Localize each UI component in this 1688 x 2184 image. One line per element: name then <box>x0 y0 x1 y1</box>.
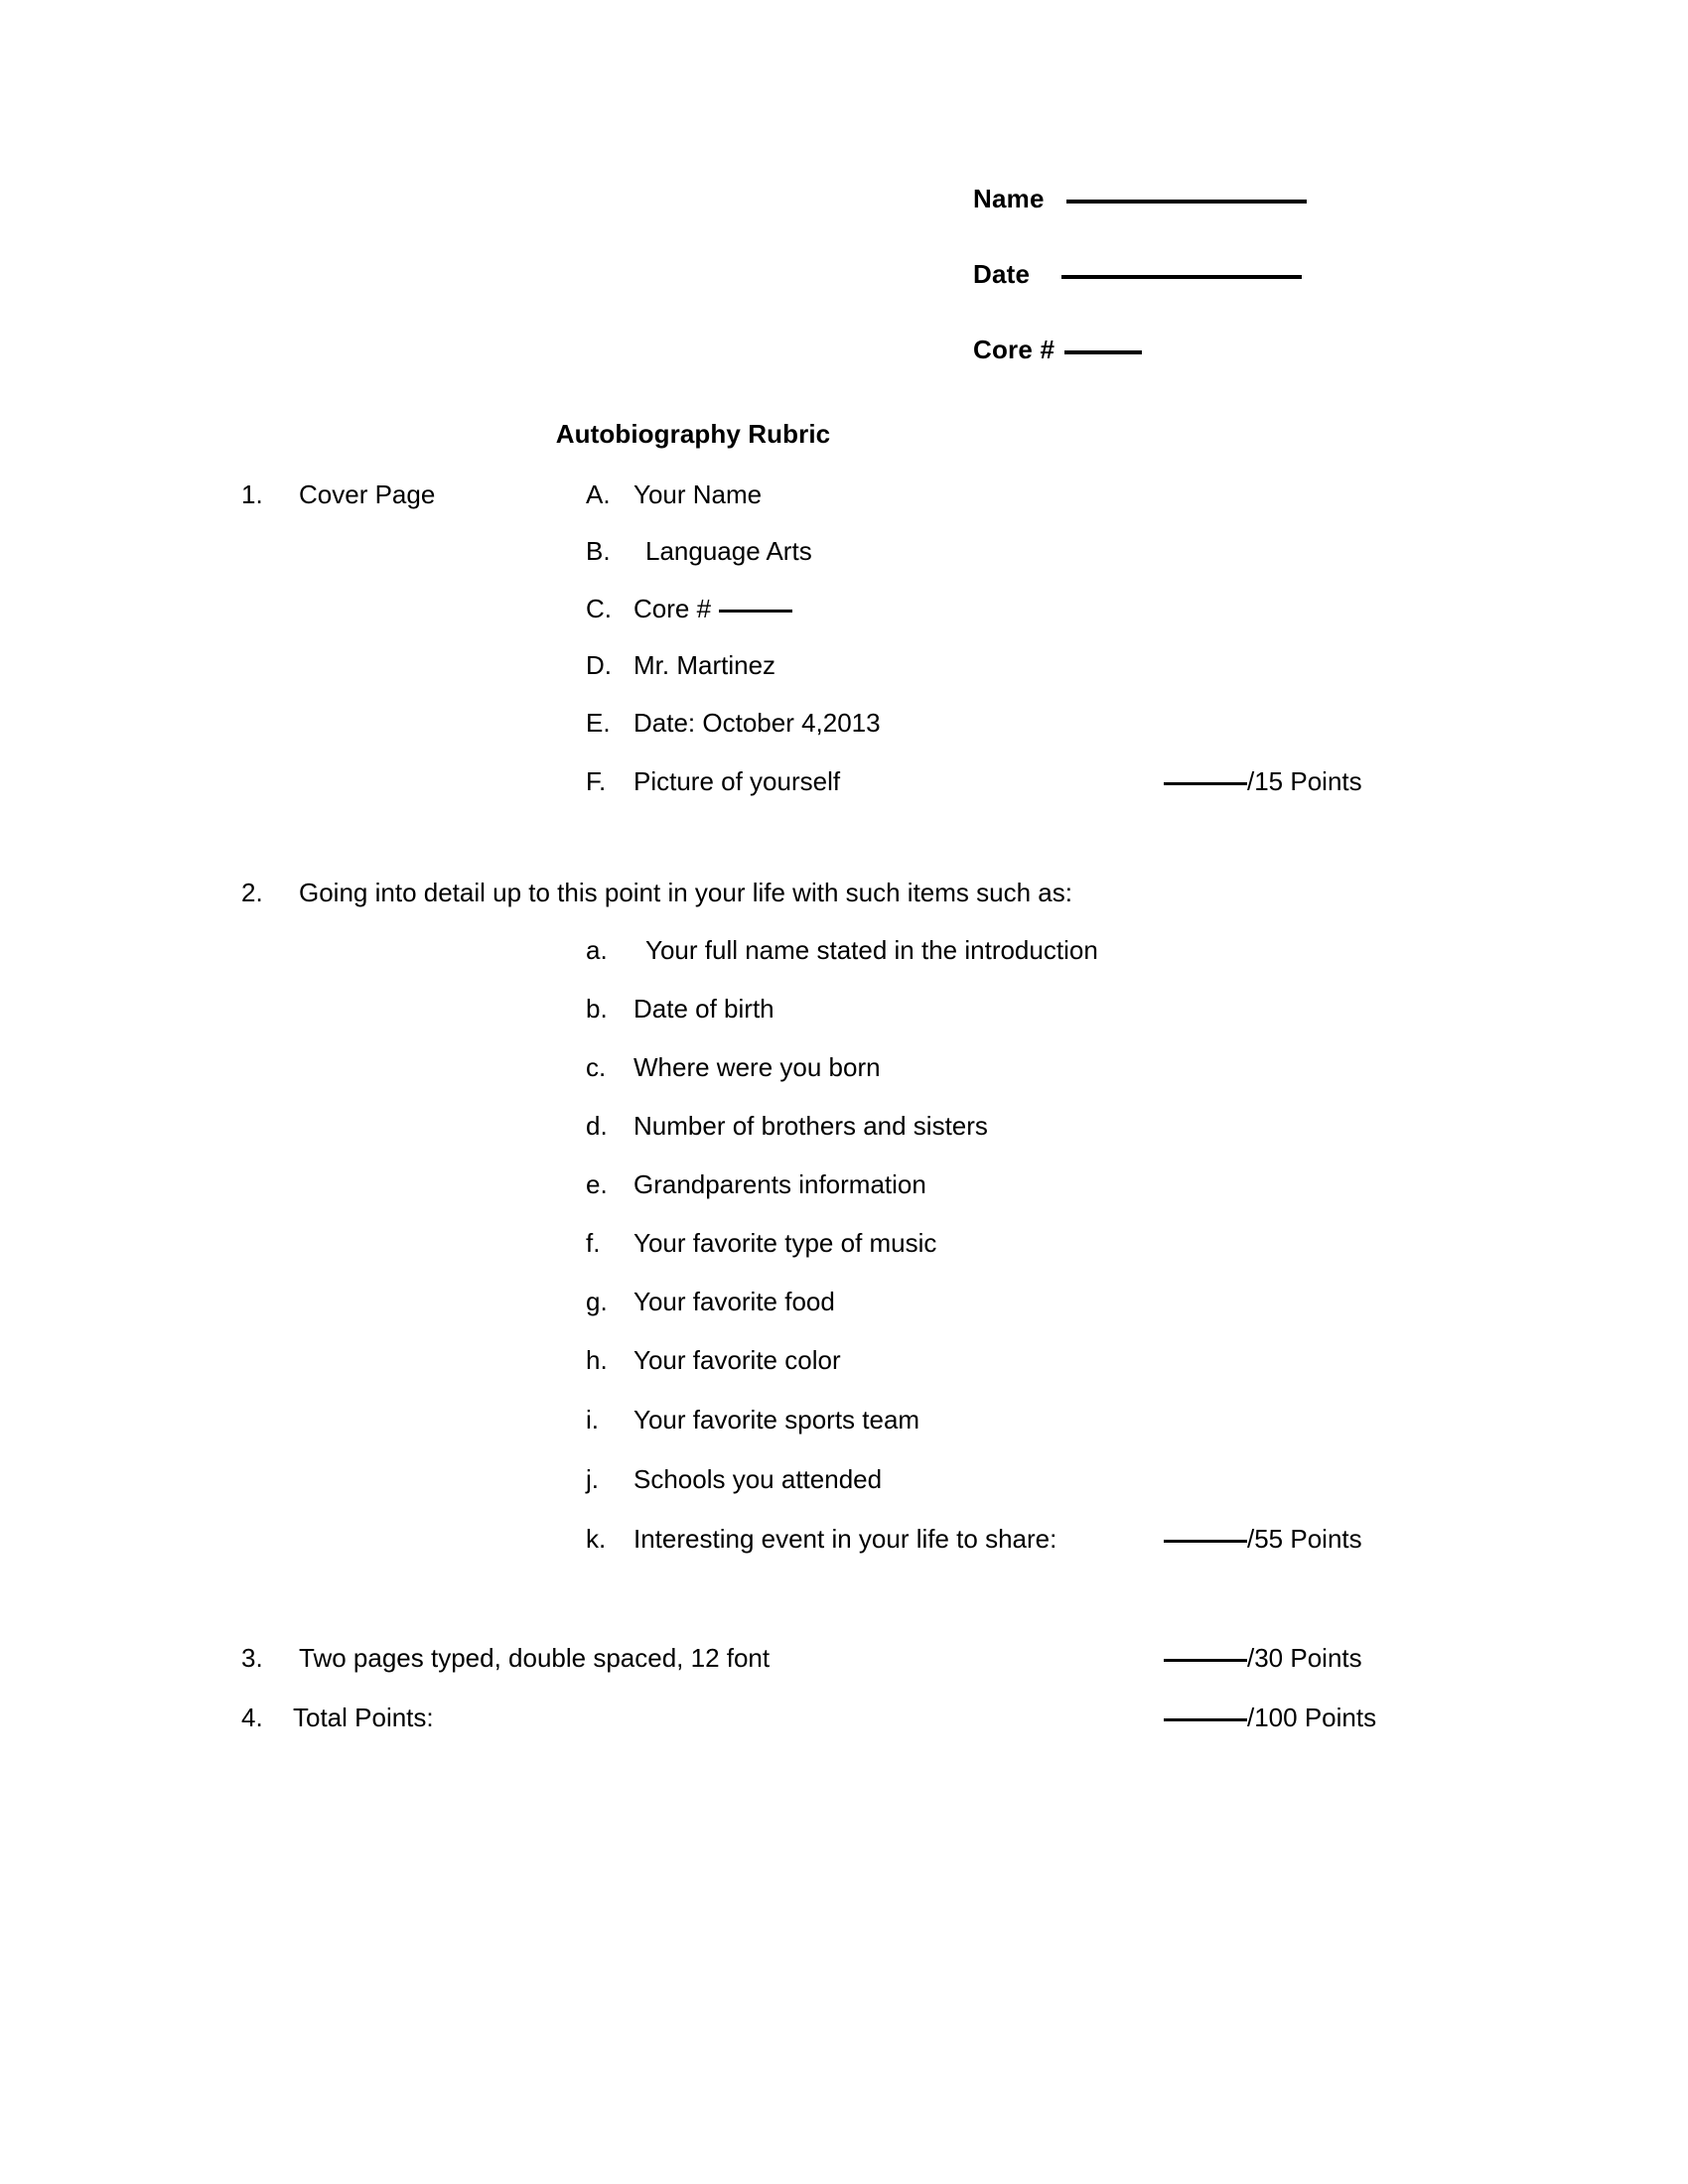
section-2 <box>241 878 1072 908</box>
list-item-2f <box>586 1228 936 1259</box>
list-item-1b <box>586 536 812 567</box>
list-item-2b-text: Date of birth <box>633 994 774 1024</box>
section-1-marker: 1. <box>241 479 263 509</box>
list-item-1e <box>586 708 881 739</box>
list-item-2c-text: Where were you born <box>633 1052 881 1082</box>
list-item-2b-marker: b. <box>586 994 608 1024</box>
list-item-2j-text: Schools you attended <box>633 1464 883 1494</box>
list-item-2d <box>586 1111 988 1142</box>
list-item-1f-marker: F. <box>586 766 607 796</box>
section-1 <box>241 479 435 510</box>
list-item-2e-marker: e. <box>586 1169 608 1199</box>
date-label: Date <box>973 259 1031 289</box>
points-total-value: /100 Points <box>1247 1703 1377 1732</box>
list-item-1c-text: Core # <box>633 594 712 623</box>
points-detail <box>1164 1524 1362 1555</box>
points-typed-pages-blank[interactable] <box>1164 1659 1247 1662</box>
list-item-1d-text: Mr. Martinez <box>633 650 776 680</box>
list-item-1a-marker: A. <box>586 479 611 509</box>
list-item-1c-marker: C. <box>586 594 612 623</box>
list-item-2i <box>586 1405 919 1435</box>
list-item-1d <box>586 650 775 681</box>
list-item-2c-marker: c. <box>586 1052 607 1082</box>
list-item-2e-text: Grandparents information <box>633 1169 926 1199</box>
list-item-2j <box>586 1464 882 1495</box>
list-item-2d-marker: d. <box>586 1111 608 1141</box>
list-item-1b-text: Language Arts <box>645 536 812 566</box>
list-item-2b <box>586 994 774 1024</box>
list-item-2g-marker: g. <box>586 1287 608 1316</box>
header-fields <box>973 184 1470 410</box>
section-2-marker: 2. <box>241 878 263 907</box>
list-item-1a <box>586 479 762 510</box>
section-1-label: Cover Page <box>299 479 436 509</box>
list-item-2k <box>586 1524 1056 1555</box>
list-item-2g-text: Your favorite food <box>633 1287 835 1316</box>
list-item-2k-text: Interesting event in your life to share: <box>633 1524 1057 1554</box>
section-3-label: Two pages typed, double spaced, 12 font <box>299 1643 771 1673</box>
list-item-1f-text: Picture of yourself <box>633 766 841 796</box>
list-item-2h-marker: h. <box>586 1345 608 1375</box>
section-4-label: Total Points: <box>293 1703 434 1732</box>
list-item-2h-text: Your favorite color <box>633 1345 841 1375</box>
core-label: Core # <box>973 335 1055 364</box>
points-detail-blank[interactable] <box>1164 1540 1247 1543</box>
points-total-blank[interactable] <box>1164 1718 1247 1721</box>
list-item-2f-text: Your favorite type of music <box>633 1228 937 1258</box>
list-item-1a-text: Your Name <box>633 479 763 509</box>
points-total <box>1164 1703 1376 1733</box>
points-cover-page <box>1164 766 1362 797</box>
list-item-2i-marker: i. <box>586 1405 599 1434</box>
section-3 <box>241 1643 770 1674</box>
date-blank-line[interactable] <box>1061 275 1302 279</box>
list-item-2h <box>586 1345 841 1376</box>
list-item-2k-marker: k. <box>586 1524 607 1554</box>
list-item-2g <box>586 1287 835 1317</box>
list-item-2c <box>586 1052 881 1083</box>
list-item-1e-text: Date: October 4,2013 <box>633 708 881 738</box>
list-item-1c-blank-line[interactable] <box>719 610 792 613</box>
list-item-2a-marker: a. <box>586 935 608 965</box>
section-2-label: Going into detail up to this point in your life with such items such as: <box>299 878 1072 907</box>
section-4 <box>241 1703 434 1733</box>
page-title <box>0 419 1688 450</box>
points-typed-pages-value: /30 Points <box>1247 1643 1362 1673</box>
list-item-2i-text: Your favorite sports team <box>633 1405 920 1434</box>
list-item-2a <box>586 935 1098 966</box>
page-title-text: Autobiography Rubric <box>555 419 831 449</box>
list-item-1e-marker: E. <box>586 708 611 738</box>
header-field-name <box>973 184 1470 259</box>
list-item-2d-text: Number of brothers and sisters <box>633 1111 988 1141</box>
header-field-core <box>973 335 1470 410</box>
name-label: Name <box>973 184 1045 213</box>
name-blank-line[interactable] <box>1066 200 1307 204</box>
core-blank-line[interactable] <box>1064 350 1142 354</box>
points-detail-value: /55 Points <box>1247 1524 1362 1554</box>
list-item-1d-marker: D. <box>586 650 612 680</box>
list-item-2a-text: Your full name stated in the introduction <box>645 935 1098 965</box>
header-field-date <box>973 259 1470 335</box>
section-3-marker: 3. <box>241 1643 263 1673</box>
list-item-1f <box>586 766 840 797</box>
list-item-2e <box>586 1169 926 1200</box>
points-cover-page-value: /15 Points <box>1247 766 1362 796</box>
points-typed-pages <box>1164 1643 1362 1674</box>
list-item-1b-marker: B. <box>586 536 611 566</box>
points-cover-page-blank[interactable] <box>1164 782 1247 785</box>
list-item-2f-marker: f. <box>586 1228 601 1258</box>
section-4-marker: 4. <box>241 1703 263 1732</box>
list-item-1c <box>586 594 792 624</box>
list-item-2j-marker: j. <box>586 1464 599 1494</box>
